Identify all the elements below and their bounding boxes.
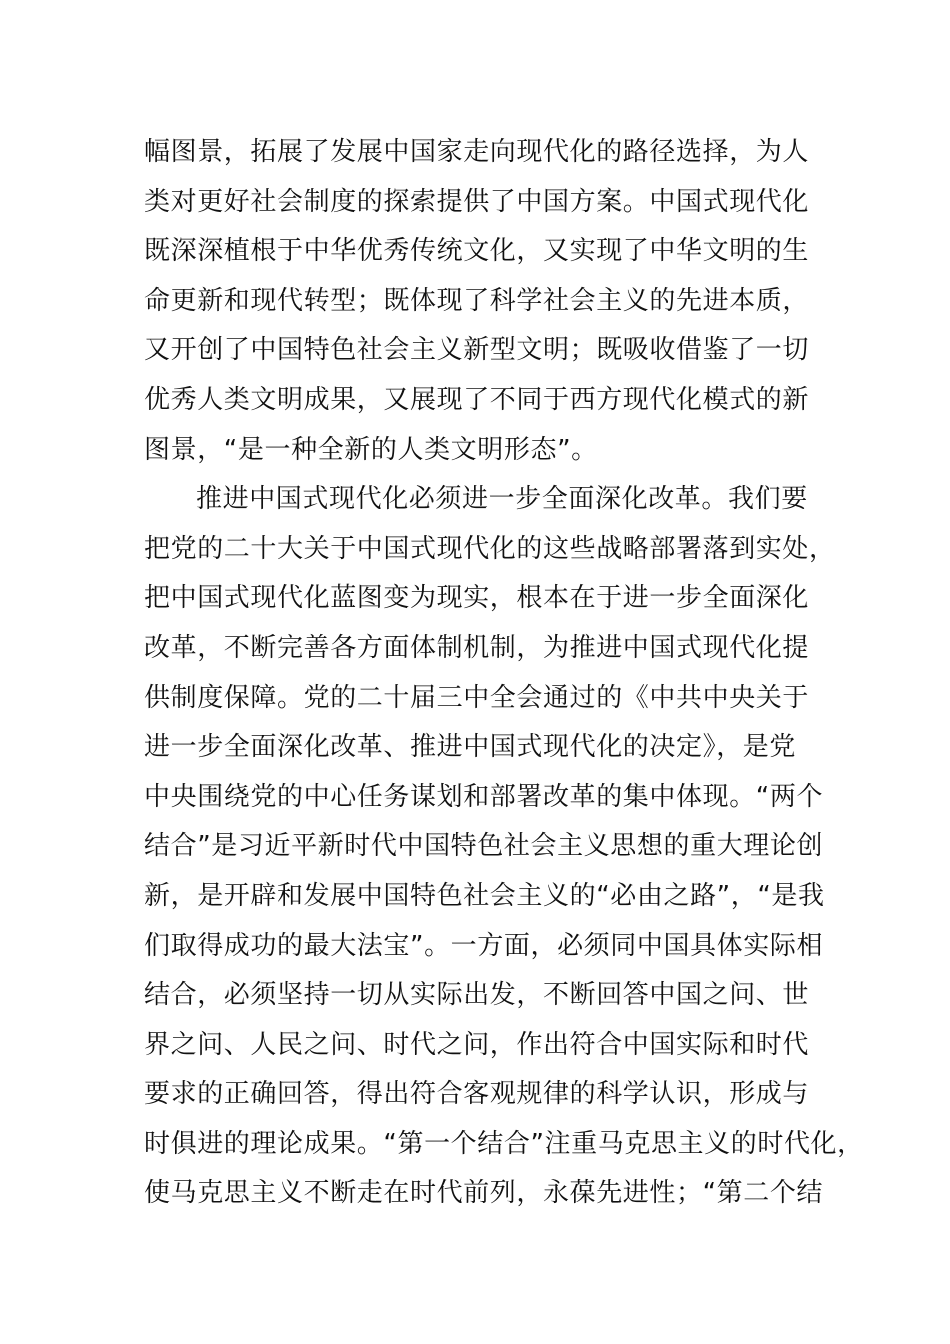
paragraph-2-line-10: 们取得成功的最大法宝”。一方面，必须同中国具体实际相	[144, 930, 824, 961]
paragraph-1-line-6: 优秀人类文明成果，又展现了不同于西方现代化模式的新	[144, 384, 810, 415]
paragraph-2-line-9: 新，是开辟和发展中国特色社会主义的“必由之路”，“是我	[144, 880, 825, 911]
paragraph-2-line-11: 结合，必须坚持一切从实际出发，不断回答中国之问、世	[144, 980, 810, 1011]
paragraph-2-line-7: 中央围绕党的中心任务谋划和部署改革的集中体现。“两个	[144, 781, 824, 812]
paragraph-1-line-5: 又开创了中国特色社会主义新型文明；既吸收借鉴了一切	[144, 335, 810, 366]
paragraph-2-line-5: 供制度保障。党的二十届三中全会通过的《中共中央关于	[144, 682, 810, 713]
paragraph-1-line-1: 幅图景，拓展了发展中国家走向现代化的路径选择，为人	[144, 137, 810, 167]
paragraph-1-line-3: 既深深植根于中华优秀传统文化，又实现了中华文明的生	[144, 236, 810, 267]
paragraph-2-line-13: 要求的正确回答，得出符合客观规律的科学认识，形成与	[144, 1079, 810, 1110]
paragraph-2-line-15: 使马克思主义不断走在时代前列，永葆先进性；“第二个结	[144, 1178, 824, 1209]
paragraph-2-line-14: 时俱进的理论成果。“第一个结合”注重马克思主义的时代化，	[144, 1128, 864, 1159]
paragraph-2-line-6: 进一步全面深化改革、推进中国式现代化的决定》，是党	[144, 732, 797, 763]
paragraph-2-line-2: 把党的二十大关于中国式现代化的这些战略部署落到实处，	[144, 533, 836, 564]
paragraph-2-line-1: 推进中国式现代化必须进一步全面深化改革。我们要	[196, 484, 808, 515]
paragraph-2-line-4: 改革，不断完善各方面体制机制，为推进中国式现代化提	[144, 632, 810, 663]
paragraph-1-line-7: 图景，“是一种全新的人类文明形态”。	[144, 434, 598, 465]
paragraph-1-line-2: 类对更好社会制度的探索提供了中国方案。中国式现代化	[144, 186, 810, 217]
paragraph-2-line-3: 把中国式现代化蓝图变为现实，根本在于进一步全面深化	[144, 583, 810, 614]
paragraph-2-line-12: 界之问、人民之问、时代之问，作出符合中国实际和时代	[144, 1029, 810, 1060]
paragraph-2-line-8: 结合”是习近平新时代中国特色社会主义思想的重大理论创	[144, 831, 824, 862]
body-text	[144, 128, 864, 1219]
paragraph-1-line-4: 命更新和现代转型；既体现了科学社会主义的先进本质，	[144, 285, 810, 316]
